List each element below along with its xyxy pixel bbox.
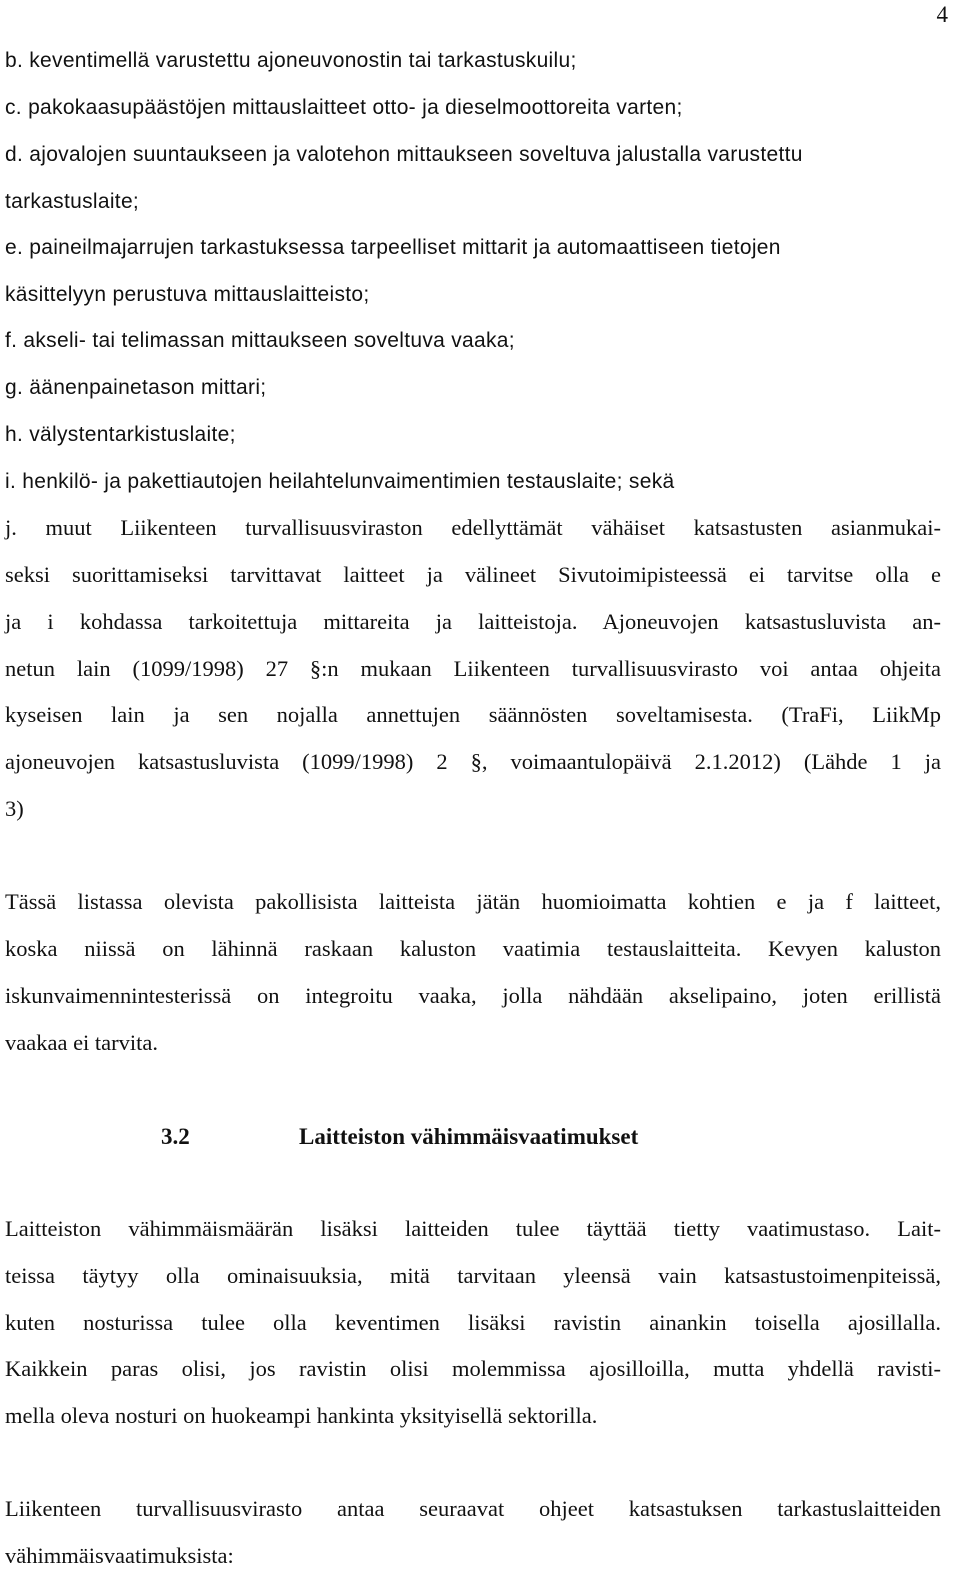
paragraph-line: seksi suorittamiseksi tarvittavat laitteet ja välineet Sivutoimipisteessä ei tarvitse olla e [5,562,941,587]
paragraph-line: mella oleva nosturi on huokeampi hankinta yksityisellä sektorilla. [5,1403,598,1428]
paragraph-line: kuten nosturissa tulee olla keventimen lisäksi ravistin ainankin toisella ajosillalla. [5,1310,941,1335]
paragraph-line: iskunvaimennintesterissä on integroitu vaaka, jolla nähdään akselipaino, joten erillistä [5,983,941,1008]
paragraph-line: Tässä listassa olevista pakollisista laitteista jätän huomioimatta kohtien e ja f laitteet, [5,889,941,914]
paragraph-line: ajoneuvojen katsastusluvista (1099/1998) 2 §, voimaantulopäivä 2.1.2012) (Lähde 1 ja [5,749,941,774]
paragraph-line: Liikenteen turvallisuusvirasto antaa seuraavat ohjeet katsastuksen tarkastuslaitteiden [5,1496,941,1521]
list-item-d: d. ajovalojen suuntaukseen ja valotehon mittaukseen soveltuva jalustalla varustettu [5,143,803,166]
paragraph-line: kyseisen lain ja sen nojalla annettujen säännösten soveltamisesta. (TraFi, LiikMp [5,702,941,727]
page-number: 4 [936,2,948,27]
list-item-b: b. keventimellä varustettu ajoneuvonostin tai tarkastuskuilu; [5,49,577,72]
paragraph-line: teissa täytyy olla ominaisuuksia, mitä tarvitaan yleensä vain katsastustoimenpiteissä, [5,1263,941,1288]
section-title: Laitteiston vähimmäisvaatimukset [299,1124,639,1149]
paragraph-line: koska niissä on lähinnä raskaan kaluston vaatimia testauslaitteita. Kevyen kaluston [5,936,941,961]
list-item-i: i. henkilö- ja pakettiautojen heilahtelunvaimentimien testauslaite; sekä [5,470,675,493]
list-item-h: h. välystentarkistuslaite; [5,423,236,446]
list-item-c: c. pakokaasupäästöjen mittauslaitteet otto- ja dieselmoottoreita varten; [5,96,683,119]
section-number: 3.2 [161,1124,190,1149]
paragraph-line: ja i kohdassa tarkoitettuja mittareita ja laitteistoja. Ajoneuvojen katsastusluvista an- [5,609,941,634]
list-item-f: f. akseli- tai telimassan mittaukseen soveltuva vaaka; [5,329,515,352]
list-item-e-continued: käsittelyyn perustuva mittauslaitteisto; [5,283,370,306]
paragraph-line: vaakaa ei tarvita. [5,1030,159,1055]
paragraph-line: vähimmäisvaatimuksista: [5,1543,234,1568]
paragraph-line: netun lain (1099/1998) 27 §:n mukaan Liikenteen turvallisuusvirasto voi antaa ohjeita [5,656,941,681]
list-item-g: g. äänenpainetason mittari; [5,376,267,399]
paragraph-line: j. muut Liikenteen turvallisuusviraston edellyttämät vähäiset katsastusten asianmukai- [5,515,941,540]
paragraph-line: 3) [5,796,24,821]
paragraph-line: Kaikkein paras olisi, jos ravistin olisi molemmissa ajosilloilla, mutta yhdellä ravisti- [5,1356,941,1381]
list-item-e: e. paineilmajarrujen tarkastuksessa tarpeelliset mittarit ja automaattiseen tietojen [5,236,781,259]
paragraph-line: Laitteiston vähimmäismäärän lisäksi laitteiden tulee täyttää tietty vaatimustaso. Lait- [5,1216,941,1241]
list-item-d-continued: tarkastuslaite; [5,190,140,213]
